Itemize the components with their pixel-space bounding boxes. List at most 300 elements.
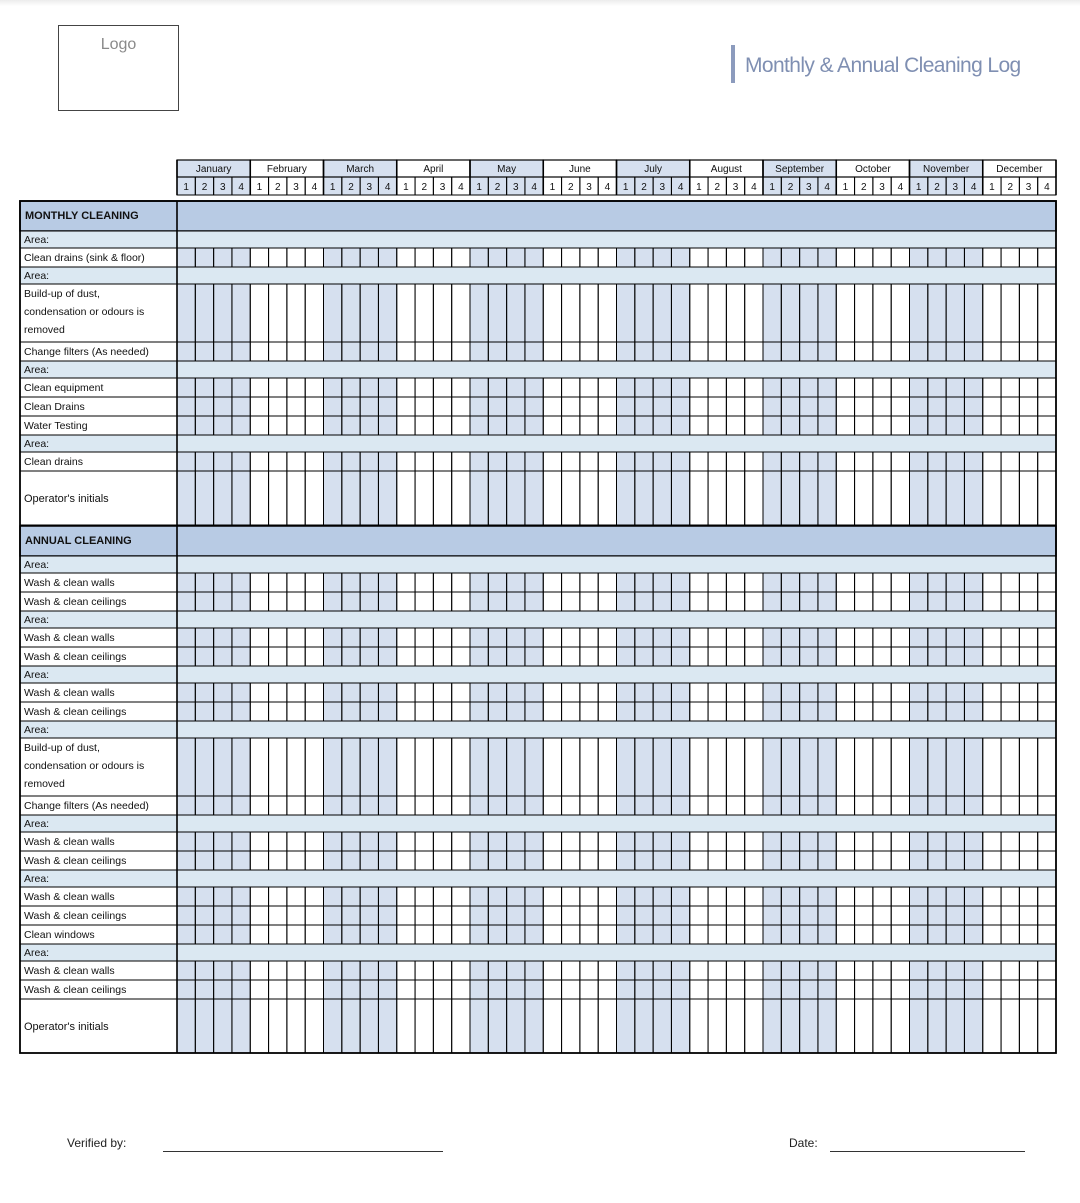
checkbox-cell[interactable]: [287, 980, 305, 999]
checkbox-cell[interactable]: [855, 628, 873, 647]
checkbox-cell[interactable]: [562, 925, 580, 944]
checkbox-cell[interactable]: [873, 980, 891, 999]
checkbox-cell[interactable]: [891, 248, 909, 267]
checkbox-cell[interactable]: [726, 851, 744, 870]
checkbox-cell[interactable]: [690, 925, 708, 944]
checkbox-cell[interactable]: [873, 738, 891, 796]
checkbox-cell[interactable]: [433, 397, 451, 416]
checkbox-cell[interactable]: [690, 980, 708, 999]
checkbox-cell[interactable]: [836, 832, 854, 851]
checkbox-cell[interactable]: [580, 961, 598, 980]
checkbox-cell[interactable]: [1038, 832, 1056, 851]
checkbox-cell[interactable]: [433, 887, 451, 906]
initials-cell[interactable]: [598, 471, 616, 525]
date-line[interactable]: [830, 1151, 1025, 1152]
checkbox-cell[interactable]: [287, 738, 305, 796]
checkbox-cell[interactable]: [397, 416, 415, 435]
checkbox-cell[interactable]: [1001, 397, 1019, 416]
checkbox-cell[interactable]: [452, 342, 470, 361]
checkbox-cell[interactable]: [690, 573, 708, 592]
checkbox-cell[interactable]: [745, 851, 763, 870]
checkbox-cell[interactable]: [562, 851, 580, 870]
checkbox-cell[interactable]: [287, 925, 305, 944]
checkbox-cell[interactable]: [305, 284, 323, 342]
checkbox-cell[interactable]: [397, 342, 415, 361]
checkbox-cell[interactable]: [855, 925, 873, 944]
checkbox-cell[interactable]: [452, 284, 470, 342]
checkbox-cell[interactable]: [1019, 738, 1037, 796]
checkbox-cell[interactable]: [983, 851, 1001, 870]
initials-cell[interactable]: [269, 999, 287, 1053]
checkbox-cell[interactable]: [415, 851, 433, 870]
checkbox-cell[interactable]: [452, 906, 470, 925]
checkbox-cell[interactable]: [891, 628, 909, 647]
checkbox-cell[interactable]: [562, 796, 580, 815]
initials-cell[interactable]: [397, 471, 415, 525]
checkbox-cell[interactable]: [708, 906, 726, 925]
checkbox-cell[interactable]: [250, 683, 268, 702]
initials-cell[interactable]: [433, 999, 451, 1053]
checkbox-cell[interactable]: [1019, 647, 1037, 666]
checkbox-cell[interactable]: [305, 416, 323, 435]
checkbox-cell[interactable]: [269, 832, 287, 851]
checkbox-cell[interactable]: [873, 248, 891, 267]
checkbox-cell[interactable]: [708, 647, 726, 666]
checkbox-cell[interactable]: [891, 887, 909, 906]
checkbox-cell[interactable]: [1019, 796, 1037, 815]
checkbox-cell[interactable]: [433, 738, 451, 796]
checkbox-cell[interactable]: [1038, 738, 1056, 796]
checkbox-cell[interactable]: [433, 378, 451, 397]
checkbox-cell[interactable]: [250, 961, 268, 980]
checkbox-cell[interactable]: [433, 284, 451, 342]
checkbox-cell[interactable]: [690, 832, 708, 851]
checkbox-cell[interactable]: [836, 573, 854, 592]
checkbox-cell[interactable]: [269, 851, 287, 870]
checkbox-cell[interactable]: [250, 796, 268, 815]
initials-cell[interactable]: [452, 999, 470, 1053]
checkbox-cell[interactable]: [708, 452, 726, 471]
checkbox-cell[interactable]: [855, 452, 873, 471]
checkbox-cell[interactable]: [598, 683, 616, 702]
checkbox-cell[interactable]: [1019, 284, 1037, 342]
checkbox-cell[interactable]: [580, 248, 598, 267]
initials-cell[interactable]: [415, 999, 433, 1053]
checkbox-cell[interactable]: [562, 702, 580, 721]
checkbox-cell[interactable]: [1001, 832, 1019, 851]
checkbox-cell[interactable]: [543, 961, 561, 980]
checkbox-cell[interactable]: [726, 980, 744, 999]
checkbox-cell[interactable]: [287, 702, 305, 721]
checkbox-cell[interactable]: [562, 452, 580, 471]
initials-cell[interactable]: [397, 999, 415, 1053]
checkbox-cell[interactable]: [598, 702, 616, 721]
checkbox-cell[interactable]: [1038, 906, 1056, 925]
checkbox-cell[interactable]: [598, 832, 616, 851]
checkbox-cell[interactable]: [397, 906, 415, 925]
checkbox-cell[interactable]: [562, 397, 580, 416]
checkbox-cell[interactable]: [287, 452, 305, 471]
checkbox-cell[interactable]: [891, 592, 909, 611]
checkbox-cell[interactable]: [452, 628, 470, 647]
checkbox-cell[interactable]: [873, 683, 891, 702]
checkbox-cell[interactable]: [598, 452, 616, 471]
checkbox-cell[interactable]: [562, 628, 580, 647]
checkbox-cell[interactable]: [543, 832, 561, 851]
checkbox-cell[interactable]: [836, 397, 854, 416]
checkbox-cell[interactable]: [983, 573, 1001, 592]
checkbox-cell[interactable]: [543, 738, 561, 796]
checkbox-cell[interactable]: [1001, 452, 1019, 471]
checkbox-cell[interactable]: [287, 342, 305, 361]
checkbox-cell[interactable]: [891, 416, 909, 435]
checkbox-cell[interactable]: [598, 397, 616, 416]
checkbox-cell[interactable]: [745, 248, 763, 267]
checkbox-cell[interactable]: [397, 961, 415, 980]
checkbox-cell[interactable]: [598, 592, 616, 611]
checkbox-cell[interactable]: [269, 796, 287, 815]
checkbox-cell[interactable]: [855, 906, 873, 925]
checkbox-cell[interactable]: [397, 647, 415, 666]
checkbox-cell[interactable]: [305, 592, 323, 611]
checkbox-cell[interactable]: [891, 284, 909, 342]
initials-cell[interactable]: [543, 999, 561, 1053]
checkbox-cell[interactable]: [452, 796, 470, 815]
checkbox-cell[interactable]: [708, 887, 726, 906]
checkbox-cell[interactable]: [891, 647, 909, 666]
checkbox-cell[interactable]: [305, 796, 323, 815]
checkbox-cell[interactable]: [397, 628, 415, 647]
checkbox-cell[interactable]: [983, 925, 1001, 944]
checkbox-cell[interactable]: [855, 738, 873, 796]
checkbox-cell[interactable]: [745, 796, 763, 815]
initials-cell[interactable]: [452, 471, 470, 525]
checkbox-cell[interactable]: [983, 683, 1001, 702]
checkbox-cell[interactable]: [1019, 342, 1037, 361]
checkbox-cell[interactable]: [415, 738, 433, 796]
checkbox-cell[interactable]: [305, 452, 323, 471]
initials-cell[interactable]: [1038, 999, 1056, 1053]
checkbox-cell[interactable]: [726, 738, 744, 796]
checkbox-cell[interactable]: [269, 961, 287, 980]
checkbox-cell[interactable]: [562, 961, 580, 980]
checkbox-cell[interactable]: [983, 342, 1001, 361]
checkbox-cell[interactable]: [452, 738, 470, 796]
initials-cell[interactable]: [287, 471, 305, 525]
checkbox-cell[interactable]: [690, 887, 708, 906]
checkbox-cell[interactable]: [891, 342, 909, 361]
checkbox-cell[interactable]: [873, 378, 891, 397]
checkbox-cell[interactable]: [452, 647, 470, 666]
checkbox-cell[interactable]: [855, 416, 873, 435]
checkbox-cell[interactable]: [269, 342, 287, 361]
checkbox-cell[interactable]: [580, 647, 598, 666]
checkbox-cell[interactable]: [580, 342, 598, 361]
checkbox-cell[interactable]: [397, 573, 415, 592]
checkbox-cell[interactable]: [250, 248, 268, 267]
checkbox-cell[interactable]: [873, 887, 891, 906]
checkbox-cell[interactable]: [433, 342, 451, 361]
checkbox-cell[interactable]: [433, 702, 451, 721]
checkbox-cell[interactable]: [855, 683, 873, 702]
checkbox-cell[interactable]: [250, 284, 268, 342]
checkbox-cell[interactable]: [562, 378, 580, 397]
checkbox-cell[interactable]: [250, 925, 268, 944]
checkbox-cell[interactable]: [891, 378, 909, 397]
checkbox-cell[interactable]: [415, 416, 433, 435]
checkbox-cell[interactable]: [543, 573, 561, 592]
checkbox-cell[interactable]: [543, 452, 561, 471]
checkbox-cell[interactable]: [1019, 628, 1037, 647]
checkbox-cell[interactable]: [580, 592, 598, 611]
checkbox-cell[interactable]: [598, 342, 616, 361]
checkbox-cell[interactable]: [452, 702, 470, 721]
checkbox-cell[interactable]: [1019, 416, 1037, 435]
checkbox-cell[interactable]: [1019, 452, 1037, 471]
checkbox-cell[interactable]: [690, 647, 708, 666]
checkbox-cell[interactable]: [543, 248, 561, 267]
checkbox-cell[interactable]: [873, 647, 891, 666]
checkbox-cell[interactable]: [452, 980, 470, 999]
initials-cell[interactable]: [598, 999, 616, 1053]
checkbox-cell[interactable]: [836, 248, 854, 267]
checkbox-cell[interactable]: [452, 887, 470, 906]
checkbox-cell[interactable]: [873, 925, 891, 944]
checkbox-cell[interactable]: [580, 832, 598, 851]
checkbox-cell[interactable]: [836, 592, 854, 611]
checkbox-cell[interactable]: [836, 628, 854, 647]
checkbox-cell[interactable]: [726, 887, 744, 906]
checkbox-cell[interactable]: [836, 452, 854, 471]
checkbox-cell[interactable]: [1019, 925, 1037, 944]
checkbox-cell[interactable]: [598, 573, 616, 592]
checkbox-cell[interactable]: [836, 738, 854, 796]
checkbox-cell[interactable]: [1019, 573, 1037, 592]
checkbox-cell[interactable]: [415, 378, 433, 397]
checkbox-cell[interactable]: [708, 925, 726, 944]
initials-cell[interactable]: [1019, 471, 1037, 525]
checkbox-cell[interactable]: [708, 573, 726, 592]
checkbox-cell[interactable]: [433, 851, 451, 870]
checkbox-cell[interactable]: [708, 796, 726, 815]
checkbox-cell[interactable]: [745, 416, 763, 435]
checkbox-cell[interactable]: [745, 628, 763, 647]
checkbox-cell[interactable]: [580, 573, 598, 592]
checkbox-cell[interactable]: [415, 796, 433, 815]
checkbox-cell[interactable]: [855, 647, 873, 666]
checkbox-cell[interactable]: [855, 796, 873, 815]
initials-cell[interactable]: [1001, 471, 1019, 525]
checkbox-cell[interactable]: [287, 416, 305, 435]
checkbox-cell[interactable]: [562, 284, 580, 342]
checkbox-cell[interactable]: [305, 702, 323, 721]
initials-cell[interactable]: [562, 999, 580, 1053]
checkbox-cell[interactable]: [690, 592, 708, 611]
checkbox-cell[interactable]: [1019, 683, 1037, 702]
checkbox-cell[interactable]: [452, 832, 470, 851]
checkbox-cell[interactable]: [287, 961, 305, 980]
checkbox-cell[interactable]: [415, 284, 433, 342]
checkbox-cell[interactable]: [1019, 980, 1037, 999]
checkbox-cell[interactable]: [269, 573, 287, 592]
checkbox-cell[interactable]: [415, 342, 433, 361]
checkbox-cell[interactable]: [269, 416, 287, 435]
checkbox-cell[interactable]: [726, 284, 744, 342]
initials-cell[interactable]: [580, 471, 598, 525]
verified-by-line[interactable]: [163, 1151, 443, 1152]
checkbox-cell[interactable]: [269, 906, 287, 925]
initials-cell[interactable]: [745, 471, 763, 525]
checkbox-cell[interactable]: [855, 378, 873, 397]
checkbox-cell[interactable]: [433, 683, 451, 702]
checkbox-cell[interactable]: [745, 887, 763, 906]
checkbox-cell[interactable]: [452, 683, 470, 702]
checkbox-cell[interactable]: [562, 647, 580, 666]
checkbox-cell[interactable]: [708, 284, 726, 342]
checkbox-cell[interactable]: [580, 796, 598, 815]
checkbox-cell[interactable]: [433, 416, 451, 435]
checkbox-cell[interactable]: [690, 284, 708, 342]
initials-cell[interactable]: [726, 999, 744, 1053]
checkbox-cell[interactable]: [983, 378, 1001, 397]
checkbox-cell[interactable]: [983, 592, 1001, 611]
checkbox-cell[interactable]: [415, 573, 433, 592]
initials-cell[interactable]: [855, 471, 873, 525]
checkbox-cell[interactable]: [745, 397, 763, 416]
checkbox-cell[interactable]: [397, 248, 415, 267]
checkbox-cell[interactable]: [855, 342, 873, 361]
checkbox-cell[interactable]: [305, 980, 323, 999]
checkbox-cell[interactable]: [1001, 702, 1019, 721]
initials-cell[interactable]: [250, 471, 268, 525]
checkbox-cell[interactable]: [1019, 592, 1037, 611]
checkbox-cell[interactable]: [855, 961, 873, 980]
checkbox-cell[interactable]: [690, 248, 708, 267]
checkbox-cell[interactable]: [269, 925, 287, 944]
initials-cell[interactable]: [690, 999, 708, 1053]
checkbox-cell[interactable]: [305, 378, 323, 397]
initials-cell[interactable]: [873, 471, 891, 525]
checkbox-cell[interactable]: [269, 647, 287, 666]
initials-cell[interactable]: [690, 471, 708, 525]
checkbox-cell[interactable]: [836, 887, 854, 906]
checkbox-cell[interactable]: [287, 647, 305, 666]
checkbox-cell[interactable]: [891, 925, 909, 944]
checkbox-cell[interactable]: [250, 378, 268, 397]
checkbox-cell[interactable]: [708, 980, 726, 999]
checkbox-cell[interactable]: [836, 906, 854, 925]
checkbox-cell[interactable]: [1001, 738, 1019, 796]
checkbox-cell[interactable]: [305, 887, 323, 906]
checkbox-cell[interactable]: [745, 378, 763, 397]
checkbox-cell[interactable]: [580, 628, 598, 647]
checkbox-cell[interactable]: [983, 248, 1001, 267]
checkbox-cell[interactable]: [543, 284, 561, 342]
checkbox-cell[interactable]: [250, 592, 268, 611]
checkbox-cell[interactable]: [305, 832, 323, 851]
checkbox-cell[interactable]: [1001, 628, 1019, 647]
checkbox-cell[interactable]: [598, 851, 616, 870]
checkbox-cell[interactable]: [873, 851, 891, 870]
checkbox-cell[interactable]: [287, 248, 305, 267]
checkbox-cell[interactable]: [287, 592, 305, 611]
checkbox-cell[interactable]: [1001, 592, 1019, 611]
checkbox-cell[interactable]: [543, 397, 561, 416]
checkbox-cell[interactable]: [305, 342, 323, 361]
checkbox-cell[interactable]: [433, 248, 451, 267]
checkbox-cell[interactable]: [1038, 284, 1056, 342]
checkbox-cell[interactable]: [726, 397, 744, 416]
checkbox-cell[interactable]: [543, 702, 561, 721]
checkbox-cell[interactable]: [983, 796, 1001, 815]
checkbox-cell[interactable]: [891, 397, 909, 416]
checkbox-cell[interactable]: [1038, 628, 1056, 647]
checkbox-cell[interactable]: [726, 683, 744, 702]
checkbox-cell[interactable]: [397, 284, 415, 342]
checkbox-cell[interactable]: [708, 592, 726, 611]
checkbox-cell[interactable]: [452, 397, 470, 416]
checkbox-cell[interactable]: [287, 832, 305, 851]
checkbox-cell[interactable]: [1019, 906, 1037, 925]
initials-cell[interactable]: [708, 471, 726, 525]
checkbox-cell[interactable]: [983, 284, 1001, 342]
checkbox-cell[interactable]: [891, 796, 909, 815]
checkbox-cell[interactable]: [836, 683, 854, 702]
checkbox-cell[interactable]: [873, 397, 891, 416]
checkbox-cell[interactable]: [690, 628, 708, 647]
initials-cell[interactable]: [287, 999, 305, 1053]
initials-cell[interactable]: [250, 999, 268, 1053]
checkbox-cell[interactable]: [726, 702, 744, 721]
checkbox-cell[interactable]: [287, 628, 305, 647]
checkbox-cell[interactable]: [836, 980, 854, 999]
checkbox-cell[interactable]: [250, 397, 268, 416]
checkbox-cell[interactable]: [543, 378, 561, 397]
checkbox-cell[interactable]: [836, 851, 854, 870]
checkbox-cell[interactable]: [708, 342, 726, 361]
checkbox-cell[interactable]: [873, 284, 891, 342]
checkbox-cell[interactable]: [855, 397, 873, 416]
checkbox-cell[interactable]: [873, 592, 891, 611]
checkbox-cell[interactable]: [1001, 683, 1019, 702]
checkbox-cell[interactable]: [726, 647, 744, 666]
checkbox-cell[interactable]: [250, 342, 268, 361]
checkbox-cell[interactable]: [891, 851, 909, 870]
checkbox-cell[interactable]: [983, 702, 1001, 721]
checkbox-cell[interactable]: [269, 592, 287, 611]
checkbox-cell[interactable]: [873, 342, 891, 361]
checkbox-cell[interactable]: [836, 284, 854, 342]
checkbox-cell[interactable]: [708, 961, 726, 980]
checkbox-cell[interactable]: [983, 887, 1001, 906]
checkbox-cell[interactable]: [415, 248, 433, 267]
checkbox-cell[interactable]: [397, 592, 415, 611]
initials-cell[interactable]: [708, 999, 726, 1053]
checkbox-cell[interactable]: [983, 832, 1001, 851]
checkbox-cell[interactable]: [726, 592, 744, 611]
checkbox-cell[interactable]: [543, 647, 561, 666]
checkbox-cell[interactable]: [580, 980, 598, 999]
checkbox-cell[interactable]: [855, 980, 873, 999]
checkbox-cell[interactable]: [690, 906, 708, 925]
checkbox-cell[interactable]: [433, 925, 451, 944]
checkbox-cell[interactable]: [598, 628, 616, 647]
initials-cell[interactable]: [745, 999, 763, 1053]
checkbox-cell[interactable]: [397, 851, 415, 870]
checkbox-cell[interactable]: [745, 342, 763, 361]
checkbox-cell[interactable]: [983, 906, 1001, 925]
checkbox-cell[interactable]: [415, 961, 433, 980]
